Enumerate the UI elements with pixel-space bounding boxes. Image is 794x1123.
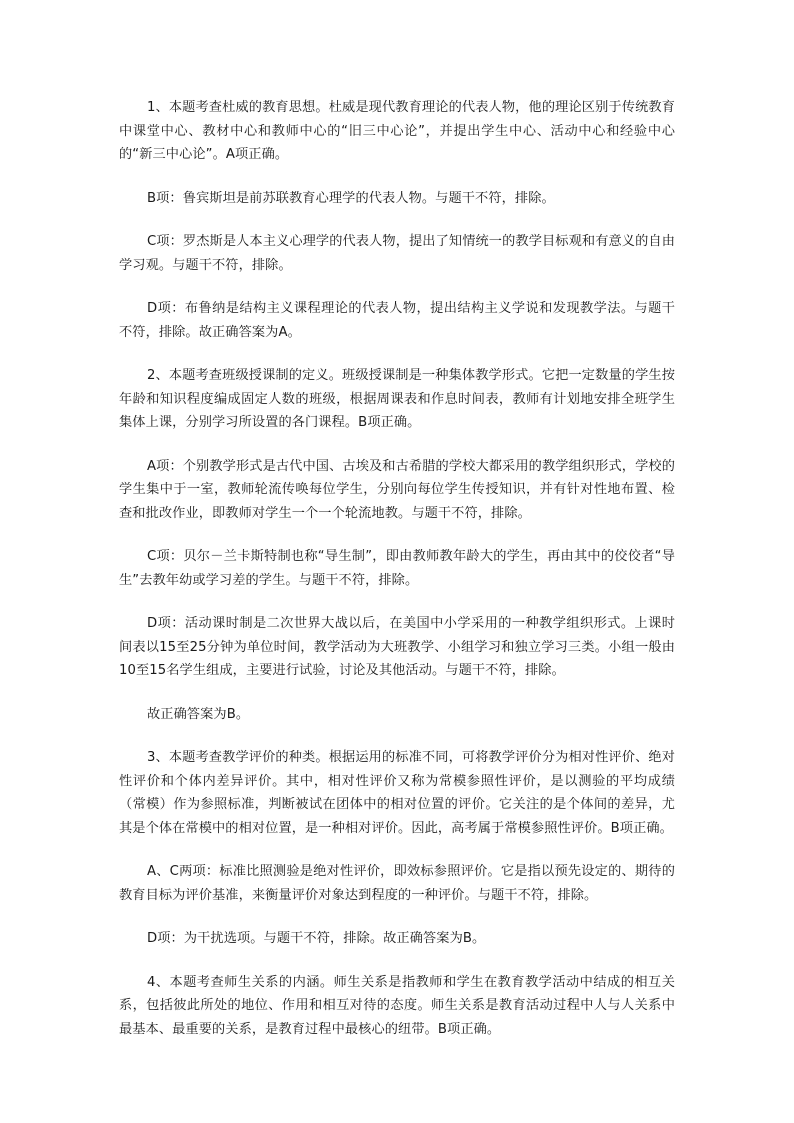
document-body — [119, 96, 675, 1061]
paragraph-q2-option-a: A项：个别教学形式是古代中国、古埃及和古希腊的学校大都采用的教学组织形式，学校的学生集中于一室，教师轮流传唤每位学生，分别向每位学生传授知识，并有针对性地布置、检查和批改作业，即教师对学生一个一个轮流地教。与题干不符，排除。 — [119, 458, 675, 521]
paragraph-q4: 4、本题考查师生关系的内涵。师生关系是指教师和学生在教育教学活动中结成的相互关系，包括彼此所处的地位、作用和相互对待的态度。师生关系是教育活动过程中人与人关系中最基本、最重要的关系，是教育过程中最核心的纽带。B项正确。 — [119, 974, 675, 1037]
paragraph-q3: 3、本题考查教学评价的种类。根据运用的标准不同，可将教学评价分为相对性评价、绝对性评价和个体内差异评价。其中，相对性评价又称为常模参照性评价，是以测验的平均成绩（常模）作为参照标准，判断被试在团体中的相对位置的评价。它关注的是个体间的差异，尤其是个体在常模中的相对位置，是一种相对评价。因此，高考属于常模参照性评价。B项正确。 — [119, 750, 675, 836]
paragraph-q3-option-d: D项：为干扰选项。与题干不符，排除。故正确答案为B。 — [147, 931, 486, 946]
paragraph-q1: 1、本题考查杜威的教育思想。杜威是现代教育理论的代表人物，他的理论区别于传统教育中课堂中心、教材中心和教师中心的“旧三中心论”，并提出学生中心、活动中心和经验中心的“新三中心论”。A项正确。 — [119, 100, 675, 162]
paragraph-q3-option-ac: A、C两项：标准比照测验是绝对性评价，即效标参照评价。它是指以预先设定的、期待的教育目标为评价基准，来衡量评价对象达到程度的一种评价。与题干不符，排除。 — [119, 864, 675, 903]
paragraph-q1-option-c: C项：罗杰斯是人本主义心理学的代表人物，提出了知情统一的教学目标观和有意义的自由学习观。与题干不符，排除。 — [119, 234, 675, 273]
paragraph-q2-answer: 故正确答案为B。 — [147, 706, 250, 722]
paragraph-q1-option-b: B项：鲁宾斯坦是前苏联教育心理学的代表人物。与题干不符，排除。 — [147, 190, 555, 206]
paragraph-q1-option-d: D项：布鲁纳是结构主义课程理论的代表人物，提出结构主义学说和发现教学法。与题干不符，排除。故正确答案为A。 — [119, 301, 675, 340]
paragraph-q2-option-c: C项：贝尔－兰卡斯特制也称“导生制”，即由教师教年龄大的学生，再由其中的佼佼者“导生”去教年幼或学习差的学生。与题干不符，排除。 — [119, 549, 675, 588]
paragraph-q2: 2、本题考查班级授课制的定义。班级授课制是一种集体教学形式。它把一定数量的学生按年龄和知识程度编成固定人数的班级，根据周课表和作息时间表，教师有计划地安排全班学生集体上课，分别学习所设置的各门课程。B项正确。 — [119, 368, 675, 430]
paragraph-q2-option-d: D项：活动课时制是二次世界大战以后，在美国中小学采用的一种教学组织形式。上课时间表以15至25分钟为单位时间，教学活动为大班教学、小组学习和独立学习三类。小组一般由10至15名学生组成，主要进行试验，讨论及其他活动。与题干不符，排除。 — [119, 616, 675, 678]
